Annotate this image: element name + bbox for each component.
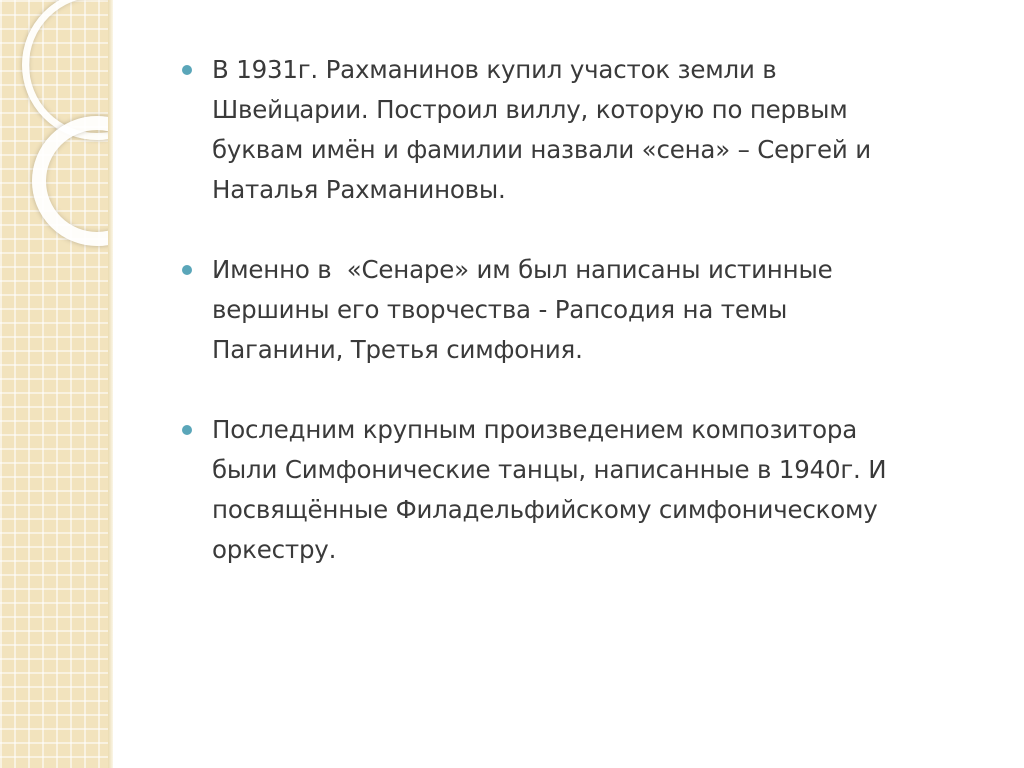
- bullet-line: буквам имён и фамилии назвали «сена» – Сергей и: [212, 135, 871, 164]
- decorative-ring-icon: [32, 116, 108, 246]
- decorative-side-panel: [0, 0, 108, 768]
- bullet-dot-icon: [182, 265, 192, 275]
- bullet-line: Именно в «Сенаре» им был написаны истинные: [212, 255, 833, 284]
- bullet-line: оркестру.: [212, 535, 337, 564]
- bullet-line: посвящённые Филадельфийскому симфоническому: [212, 495, 878, 524]
- bullet-line: Швейцарии. Построил виллу, которую по первым: [212, 95, 848, 124]
- bullet-item: [182, 410, 982, 570]
- bullet-dot-icon: [182, 65, 192, 75]
- bullet-line: Наталья Рахманиновы.: [212, 175, 506, 204]
- bullet-line: были Симфонические танцы, написанные в 1940г. И: [212, 455, 887, 484]
- slide-content: [182, 50, 982, 610]
- bullet-line: вершины его творчества - Рапсодия на темы: [212, 295, 788, 324]
- bullet-dot-icon: [182, 425, 192, 435]
- bullet-line: В 1931г. Рахманинов купил участок земли в: [212, 55, 777, 84]
- bullet-line: Последним крупным произведением композитора: [212, 415, 858, 444]
- side-panel-edge: [108, 0, 113, 768]
- bullet-line: Паганини, Третья симфония.: [212, 335, 583, 364]
- bullet-item: [182, 50, 982, 210]
- bullet-item: [182, 250, 982, 370]
